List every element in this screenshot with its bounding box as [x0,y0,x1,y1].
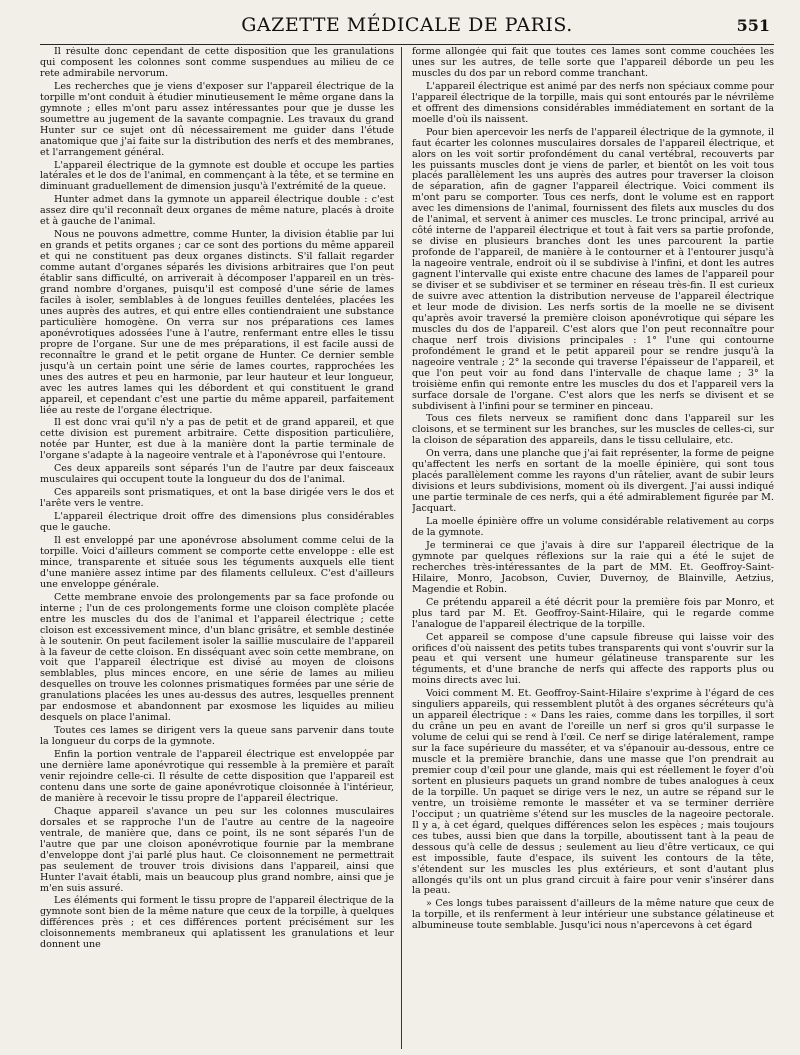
paragraph: Cet appareil se compose d'une capsule fibreuse qui laisse voir des orifices d'où naissent des petits tubes transparents qui vont s'ouvrir sur la peau et qui versent une humeur gélatineuse transparente sur les téguments, et d'une branche de nerfs qui affecte des rapports plus ou moins directs avec lui. [412,631,774,687]
paragraph: Ces deux appareils sont séparés l'un de l'autre par deux faisceaux musculaires qui occupent toute la longueur du dos de l'animal. [40,463,394,486]
column-rule [401,47,402,1049]
text-columns [40,47,774,1049]
paragraph: Chaque appareil s'avance un peu sur les colonnes musculaires dorsales et se rapproche l'un de l'autre au centre de la nageoire ventrale, de manière que, dans ce point, ils ne sont séparés l'un de l'autre que par une cloison aponévrotique fournie par la membrane d'enveloppe dont j'ai parlé plus haut. Ce cloisonnement ne permettrait pas seulement de trouver trois divisions dans l'appareil, ainsi que Hunter l'avait établi, mais un beaucoup plus grand nombre, ainsi que je m'en suis assuré. [40,805,394,894]
paragraph: » Ces longs tubes paraissent d'ailleurs de la même nature que ceux de la torpille, et ils renferment à leur intérieur une substance gélatineuse et albumineuse toute semblable. Jusqu'ici nous n'apercevons à cet égard [412,898,774,932]
paragraph: Pour bien apercevoir les nerfs de l'appareil électrique de la gymnote, il faut écarter les colonnes musculaires dorsales de l'appareil électrique, et alors on les voit sortir profondément du canal vertébral, recouverts par les puissants muscles dont je viens de parler, et bientôt on les voit tous placés parallèlement les uns auprès des autres pour traverser la cloison de séparation, afin de gagner l'appareil électrique. Voici comment ils m'ont paru se comporter. Tous ces nerfs, dont le volume est en rapport avec les dimensions de l'animal, fournissent des filets aux muscles du dos de l'animal, et servent à animer ces muscles. Le tronc principal, arrivé au côté interne de l'appareil électrique et tout à fait vers sa partie profonde, se divise en plusieurs branches dont les unes parcourent la partie profonde de l'appareil, de manière à le contourner et à l'entourer jusqu'à la nageoire ventrale, endroit où il se subdivise à l'infini, et dont les autres gagnent l'intervalle qui existe entre chacune des lames de l'appareil pour se diviser et se subdiviser et se terminer en réseau très-fin. Il est curieux de suivre avec attention la distribution nerveuse de l'appareil électrique et leur mode de division. Les nerfs sortis de la moelle ne se divisent qu'après avoir traversé la première cloison aponévrotique qui sépare les muscles du dos de l'appareil. C'est alors que l'on peut reconnaître pour chaque nerf trois divisions principales : 1° l'une qui contourne profondément le grand et le petit appareil pour se rendre jusqu'à la nageoire ventrale ; 2° la seconde qui traverse l'épaisseur de l'appareil, et que l'on peut voir au fond dans l'intervalle de chaque lame ; 3° la troisième enfin qui remonte entre les muscles du dos et l'appareil vers la surface dorsale de l'organe. C'est alors que les nerfs se divisent et se subdivisent à l'infini pour se terminer en pinceau. [412,126,774,412]
paragraph: L'appareil électrique droit offre des dimensions plus considérables que le gauche. [40,511,394,534]
paragraph: On verra, dans une planche que j'ai fait représenter, la forme de peigne qu'affectent les nerfs en sortant de la moelle épinière, qui sont tous placés parallèlement comme les rayons d'un râtelier, avant de subir leurs divisions et leurs subdivisions, moment où ils divergent. J'ai aussi indiqué une partie terminale de ces nerfs, qui a été admirablement figurée par M. Jacquart. [412,448,774,515]
paragraph: Les éléments qui forment le tissu propre de l'appareil électrique de la gymnote sont bien de la même nature que ceux de la torpille, à quelques différences près ; et ces différences portent précisément sur les cloisonnements membraneux qui aplatissent les granulations et leur donnent une [40,895,394,951]
paragraph: Je terminerai ce que j'avais à dire sur l'appareil électrique de la gymnote par quelques réflexions sur la raie qui a été le sujet de recherches très-intéressantes de la part de MM. Et. Geoffroy-Saint-Hilaire, Monro, Jacobson, Cuvier, Duvernoy, de Blainville, Aetzius, Magendie et Robin. [412,539,774,595]
paragraph: Tous ces filets nerveux se ramifient donc dans l'appareil sur les cloisons, et se terminent sur les branches, sur les muscles de celles-ci, sur la cloison de séparation des appareils, dans le tissu cellulaire, etc. [412,413,774,447]
paragraph: L'appareil électrique est animé par des nerfs non spéciaux comme pour l'appareil électrique de la torpille, mais qui sont entourés par le névrilème et offrent des dimensions considérables immédiatement en sortant de la moelle d'où ils naissent. [412,80,774,125]
page-number: 551 [736,16,770,35]
paragraph: Ce prétendu appareil a été décrit pour la première fois par Monro, et plus tard par M. Et. Geoffroy-Saint-Hilaire, qui le regarde comme l'analogue de l'appareil électrique de la torpille. [412,596,774,630]
running-head [40,12,774,45]
paragraph: Toutes ces lames se dirigent vers la queue sans parvenir dans toute la longueur du corps de la gymnote. [40,725,394,748]
paragraph: forme allongée qui fait que toutes ces lames sont comme couchées les unes sur les autres, de telle sorte que l'appareil déborde un peu les muscles du dos par un rebord comme tranchant. [412,47,774,79]
paragraph: Il est donc vrai qu'il n'y a pas de petit et de grand appareil, et que cette division est purement arbitraire. Cette disposition particulière, notée par Hunter, est due à la manière dont la partie terminale de l'organe s'adapte à la nageoire ventrale et à l'aponévrose qui l'entoure. [40,417,394,462]
paragraph: L'appareil électrique de la gymnote est double et occupe les parties latérales et le dos de l'animal, en commençant à la tête, et se termine en diminuant graduellement de dimension jusqu'à l'extrémité de la queue. [40,159,394,193]
journal-title: GAZETTE MÉDICALE DE PARIS. [241,14,573,36]
left-column [40,47,394,1049]
right-column [412,47,774,1049]
paragraph: Ces appareils sont prismatiques, et ont la base dirigée vers le dos et l'arête vers le ventre. [40,487,394,510]
paragraph: Voici comment M. Et. Geoffroy-Saint-Hilaire s'exprime à l'égard de ces singuliers appareils, qui ressemblent plutôt à des organes sécréteurs qu'à un appareil électrique : « Dans les raies, comme dans les torpilles, il sort du crâne un peu en avant de l'oreille un nerf si gros qu'il surpasse le volume de celui qui se rend à l'œil. Ce nerf se dirige latéralement, rampe sur la face supérieure du masséter, et va s'épanouir au-dessous, entre ce muscle et la première branchie, dans une masse que l'on prendrait au premier coup d'œil pour une glande, mais qui est réellement le foyer d'où sortent en plusieurs paquets un grand nombre de tubes analogues à ceux de la torpille. Un paquet se dirige vers le nez, un autre se répand sur le ventre, un troisième remonte le masséter et va se terminer derrière l'occiput ; un quatrième s'étend sur les muscles de la nageoire pectorale. Il y a, à cet égard, quelques différences selon les espèces ; mais toujours ces tubes, aussi bien que dans la torpille, aboutissent tant à la peau de dessous qu'à celle de dessus ; seulement au lieu d'être verticaux, ce qui est impossible, faute d'espace, ils suivent les contours de la tête, s'étendent sur les muscles les plus extérieurs, et sont d'autant plus allongés qu'ils ont un plus grand circuit à faire pour venir s'insérer dans la peau. [412,688,774,897]
paragraph: Enfin la portion ventrale de l'appareil électrique est enveloppée par une dernière lame aponévrotique qui ressemble à la première et paraît venir rejoindre celle-ci. Il résulte de cette disposition que l'appareil est contenu dans une sorte de gaine aponévrotique cloisonnée à l'intérieur, de manière à recevoir le tissu propre de l'appareil électrique. [40,749,394,804]
paragraph: Nous ne pouvons admettre, comme Hunter, la division établie par lui en grands et petits organes ; car ce sont des portions du même appareil et qui ne constituent pas deux organes distincts. S'il fallait regarder comme autant d'organes séparés les divisions arbitraires que l'on peut établir sans difficulté, on arriverait à décomposer l'appareil en un très-grand nombre d'organes, puisqu'il est composé d'une série de lames faciles à isoler, semblables à de longues feuilles dentelées, placées les unes auprès des autres, et qui entre elles contiendraient une substance particulière homogène. On verra sur nos préparations ces lames aponévrotiques adossées l'une à l'autre, renfermant entre elles le tissu propre de l'organe. Sur une de mes préparations, il est facile aussi de reconnaître le grand et le petit organe de Hunter. Ce dernier semble jusqu'à un certain point une série de lames courtes, rapprochées les unes des autres et peu en harmonie, par leur hauteur et leur longueur, avec les autres lames qui les débordent et qui constituent le grand appareil, et cependant c'est une partie du même appareil, parfaitement liée au reste de l'organe électrique. [40,229,394,416]
paragraph: La moelle épinière offre un volume considérable relativement au corps de la gymnote. [412,516,774,538]
paragraph: Cette membrane envoie des prolongements par sa face profonde ou interne ; l'un de ces prolongements forme une cloison complète placée entre les muscles du dos de l'animal et l'appareil électrique ; cette cloison est excessivement mince, d'un blanc grisâtre, et semble destinée à le soutenir. On peut facilement isoler la saillie musculaire de l'appareil à la faveur de cette cloison. En disséquant avec soin cette membrane, on voit que l'appareil électrique est divisé au moyen de cloisons semblables, plus minces encore, en une série de lames au milieu desquelles on trouve les colonnes prismatiques formées par une série de granulations placées les unes au-dessus des autres, lesquelles prennent par endosmose et abandonnent par exosmose les liquides au milieu desquels on place l'animal. [40,591,394,724]
paragraph: Il est enveloppé par une aponévrose absolument comme celui de la torpille. Voici d'ailleurs comment se comporte cette enveloppe : elle est mince, transparente et située sous les téguments auxquels elle tient d'une manière assez intime par des filaments celluleux. C'est d'ailleurs une enveloppe générale. [40,534,394,590]
paragraph: Hunter admet dans la gymnote un appareil électrique double : c'est assez dire qu'il reconnaît deux organes de même nature, placés à droite et à gauche de l'animal. [40,194,394,228]
paragraph: Les recherches que je viens d'exposer sur l'appareil électrique de la torpille m'ont conduit à étudier minutieusement le même organe dans la gymnote ; elles m'ont paru assez intéressantes pour que je dusse les soumettre au jugement de la savante compagnie. Les travaux du grand Hunter sur ce sujet ont dû nécessairement me guider dans l'étude anatomique que j'ai faite sur la distribution des nerfs et des membranes, et l'arrangement général. [40,80,394,158]
paragraph: Il résulte donc cependant de cette disposition que les granulations qui composent les colonnes sont comme suspendues au milieu de ce rete admirabile nervorum. [40,47,394,79]
